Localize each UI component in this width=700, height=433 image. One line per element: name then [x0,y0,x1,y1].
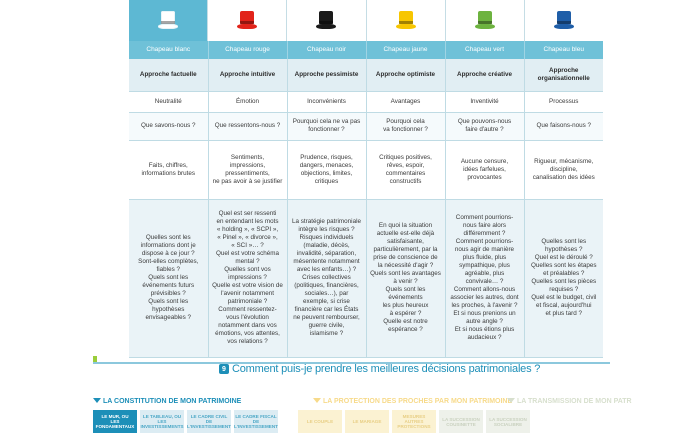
content-cell: Critiques positives, rêves, espoir, commentaires constructifs [366,140,445,199]
question-cell: Que pouvons-nous faire d'autre ? [445,112,524,140]
tab-couple[interactable]: LE COUPLE [298,410,342,433]
tab-cadre-civil[interactable]: LE CADRE CIVIL DE L'INVESTISSEMENT [187,410,231,433]
hat-name-row [129,41,603,59]
keyword-cell: Neutralité [129,91,208,112]
hat-cell [446,0,525,41]
triangle-icon [93,398,101,403]
section-label: LA TRANSMISSION DE MON PATR [517,398,632,405]
hat-name: Chapeau rouge [208,41,287,59]
hat-icon-row [129,0,603,41]
blue-hat-icon [554,11,574,31]
six-hats-table [129,41,603,358]
hat-name: Chapeau bleu [524,41,603,59]
triangle-icon [313,398,321,403]
approach-cell: Approche pessimiste [287,59,366,91]
detail-cell: Comment pourrions- nous faire alors différemment ? Comment pourrions- nous agir de manière plus fluide, plus sympathique, plus agréable, plus convivale… ? Comment allons-nous associer les autres, dont les proches, à l'avenir ? Et si nous prenions un autre angle ? Et si nous étions plus audacieux ? [445,199,524,357]
question-cell: Que ressentons-nous ? [208,112,287,140]
black-hat-icon [316,11,336,31]
approach-cell: Approche intuitive [208,59,287,91]
question-cell: Pourquoi cela ne va pas fonctionner ? [287,112,366,140]
section-transmission[interactable] [507,398,632,405]
approach-cell: Approche factuelle [129,59,208,91]
tab-succession-2[interactable]: LA SUCCESSION SOCIALIBRE [486,410,530,433]
approach-cell: Approche organisationnelle [524,59,603,91]
tab-cadre-fiscal[interactable]: LE CADRE FISCAL DE L'INVESTISSEMENT [234,410,278,433]
approach-row [129,59,603,91]
section-constitution[interactable] [93,398,241,405]
tab-mariage[interactable]: LE MARIAGE [345,410,389,433]
question-title: Comment puis-je prendre les meilleures décisions patrimoniales ? [232,363,541,375]
hat-name: Chapeau jaune [366,41,445,59]
approach-cell: Approche créative [445,59,524,91]
content-cell: Rigueur, mécanisme, discipline, canalisation des idées [524,140,603,199]
tab-investissements[interactable]: LE TABLEAU, OU LES INVESTISSEMENTS [140,410,184,433]
red-hat-icon [237,11,257,31]
question-row [129,112,603,140]
keyword-cell: Avantages [366,91,445,112]
question-cell: Que savons-nous ? [129,112,208,140]
hat-cell [208,0,287,41]
detail-cell: Quel est ser ressenti en entendant les mots « holding », « SCPI », « Pinel », « divorce », « SCI »… ? Quel est votre schéma mental ? Quelles sont vos impressions ? Quelle est votre vision de l'avenir notamment patrimoniale ? Comment ressentez- vous l'évolution notamment dans vos émotions, vos attentes, vos relations ? [208,199,287,357]
question-banner [219,363,540,375]
hat-cell [367,0,446,41]
keyword-cell: Émotion [208,91,287,112]
section-label: LA CONSTITUTION DE MON PATRIMOINE [103,398,242,405]
keyword-cell: Processus [524,91,603,112]
chapter-tabs [93,410,610,433]
approach-cell: Approche optimiste [366,59,445,91]
keyword-cell: Inconvénients [287,91,366,112]
hat-name: Chapeau blanc [129,41,208,59]
content-cell: Faits, chiffres, informations brutes [129,140,208,199]
tab-fondamentaux[interactable]: LE MUR, OU LES FONDAMENTAUX [93,410,137,433]
tab-spacer [281,410,295,433]
hat-cell [129,0,208,41]
question-cell: Pourquoi cela va fonctionner ? [366,112,445,140]
section-protection[interactable] [313,398,512,405]
detail-cell: Quelles sont les informations dont je dispose à ce jour ? Sont-elles complètes, fiables ? Quels sont les événements futurs prévisibles ? Quels sont les hypothèses envisageables ? [129,199,208,357]
green-hat-icon [475,11,495,31]
keyword-row [129,91,603,112]
triangle-icon [507,398,515,403]
section-nav [93,398,632,408]
detail-cell: Quelles sont les hypothèses ? Quel est le déroulé ? Quelles sont les étapes et préalables ? Quelles sont les pièces requises ? Quel est le budget, civil et fiscal, aujourd'hui et plus tard ? [524,199,603,357]
content-cell: Aucune censure, idées farfelues, provocantes [445,140,524,199]
hat-cell [287,0,366,41]
section-label: LA PROTECTION DES PROCHES PAR MON PATRIMOINE [323,398,513,405]
tab-succession-1[interactable]: LA SUCCESSION COUSINETTE [439,410,483,433]
content-row [129,140,603,199]
hat-cell [525,0,603,41]
hat-name: Chapeau vert [445,41,524,59]
detail-cell: La stratégie patrimoniale intègre les risques ? Risques individuels (maladie, décès, invalidité, séparation, mésentente notamment avec les enfants…) ? Crises collectives (politiques, financières, sociales…), par exemple, si crise financière car les États ne peuvent rembourser, guerre civile, islamisme ? [287,199,366,357]
keyword-cell: Inventivité [445,91,524,112]
yellow-hat-icon [396,11,416,31]
hat-name: Chapeau noir [287,41,366,59]
tab-protections[interactable]: MESURES AUTRES PROTECTIONS [392,410,436,433]
content-cell: Sentiments, impressions, pressentiments, ne pas avoir à se justifier [208,140,287,199]
question-number-badge: 9 [219,364,229,374]
detail-cell: En quoi la situation actuelle est-elle déjà satisfaisante, particulièrement, par la prise de conscience de la nécessité d'agir ? Quels sont les avantages à venir ? Quels sont les événements les plus heureux à espérer ? Quelle est notre espérance ? [366,199,445,357]
question-cell: Que faisons-nous ? [524,112,603,140]
detail-question-row [129,199,603,357]
content-cell: Prudence, risques, dangers, menaces, objections, limites, critiques [287,140,366,199]
white-hat-icon [158,11,178,31]
